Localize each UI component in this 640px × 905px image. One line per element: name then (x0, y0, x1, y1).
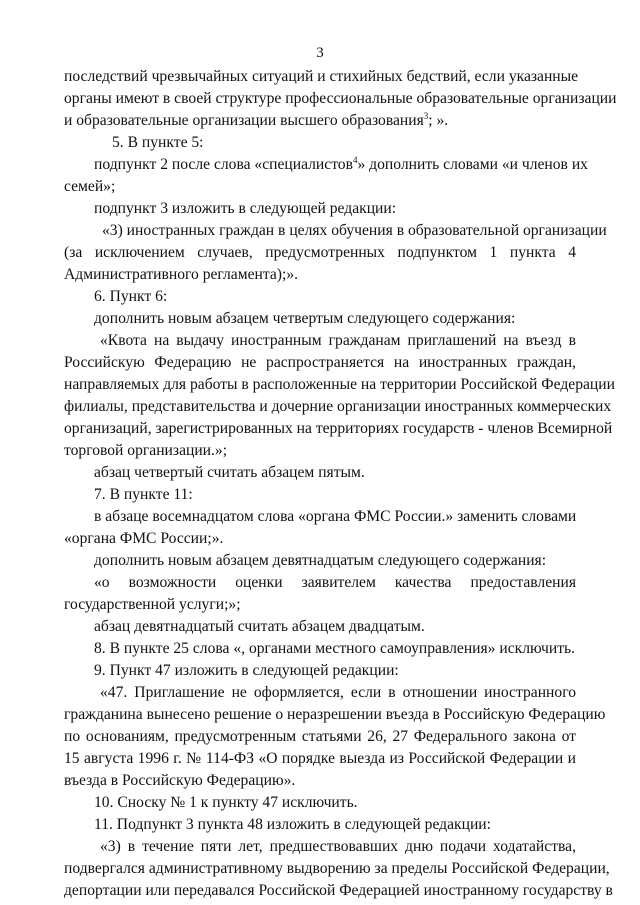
line-text: организаций, зарегистрированных на территориях государств - членов Всемирной (64, 420, 613, 437)
text-line (94, 814, 491, 836)
text-line (94, 572, 576, 594)
line-text: (за исключением случаев, предусмотренных подпунктом 1 пункта 4 (64, 244, 576, 261)
text-line (64, 594, 241, 616)
text-line (64, 726, 576, 748)
line-text: «3) иностранных граждан в целях обучения в образовательной организации (102, 222, 607, 239)
line-text: 15 августа 1996 г. № 114-ФЗ «О порядке выезда из Российской Федерации и (64, 750, 576, 767)
line-text: «Квота на выдачу иностранным гражданам приглашений на въезд в (100, 332, 576, 349)
line-text: гражданина вынесено решение о неразрешении въезда в Российскую Федерацию (64, 706, 606, 723)
footnote-marker: 3 (423, 110, 429, 121)
line-text: Административного регламента);». (64, 266, 299, 283)
text-line (64, 770, 295, 792)
text-line (64, 110, 448, 132)
text-line (94, 462, 365, 484)
text-line (64, 748, 576, 770)
text-line (94, 484, 193, 506)
line-text: органы имеют в своей структуре профессиональные образовательные организации (64, 90, 617, 107)
text-line (64, 858, 610, 880)
line-text: Российскую Федерацию не распространяется на иностранных граждан, (64, 354, 576, 371)
line-text: государственной услуги;»; (64, 596, 241, 613)
text-line (94, 616, 425, 638)
line-text: семей»; (64, 178, 116, 195)
line-text: 10. Сноску № 1 к пункту 47 исключить. (94, 794, 358, 811)
text-line (94, 660, 399, 682)
text-line (64, 66, 579, 88)
line-text: 8. В пункте 25 слова «, органами местного самоуправления» исключить. (94, 640, 576, 657)
line-text: «47. Приглашение не оформляется, если в отношении иностранного (100, 684, 576, 701)
text-line (94, 308, 515, 330)
line-text: и образовательные организации высшего образования (64, 112, 424, 129)
text-line (94, 154, 588, 176)
line-text: направляемых для работы в расположенные на территории Российской Федерации (64, 376, 615, 393)
text-line (94, 550, 546, 572)
text-line (64, 242, 576, 264)
text-line (100, 682, 576, 704)
line-text: 5. В пункте 5: (112, 134, 204, 151)
line-text: абзац четвертый считать абзацем пятым. (94, 464, 365, 481)
line-text: по основаниям, предусмотренным статьями 26, 27 Федерального закона от (64, 728, 576, 745)
line-text: торговой организации.»; (64, 442, 228, 459)
line-text: 9. Пункт 47 изложить в следующей редакции: (94, 662, 399, 679)
line-text: подвергался административному выдворению за пределы Российской Федерации, (64, 860, 610, 877)
text-line (102, 220, 607, 242)
text-line (64, 176, 115, 198)
line-text: 6. Пункт 6: (94, 288, 168, 305)
text-line (64, 528, 223, 550)
text-line (64, 352, 576, 374)
page-number: 3 (316, 45, 324, 61)
line-text-continued: ; ». (428, 112, 449, 129)
line-text-continued: » дополнить словами «и членов их (357, 156, 588, 173)
text-line (100, 836, 576, 858)
line-text: въезда в Российскую Федерацию». (64, 772, 296, 789)
text-line (94, 286, 167, 308)
line-text: дополнить новым абзацем девятнадцатым следующего содержания: (94, 552, 547, 569)
line-text: «о возможности оценки заявителем качества предоставления (94, 574, 576, 591)
text-line (64, 396, 612, 418)
line-text: в абзаце восемнадцатом слова «органа ФМС России.» заменить словами (94, 508, 577, 525)
line-text: 11. Подпункт 3 пункта 48 изложить в следующей редакции: (94, 816, 491, 833)
text-line (94, 506, 576, 528)
text-line (64, 880, 613, 902)
line-text: филиалы, представительства и дочерние организации иностранных коммерческих (64, 398, 612, 415)
line-text: «3) в течение пяти лет, предшествовавших дню подачи ходатайства, (100, 838, 576, 855)
line-text: депортации или передавался Российской Федерацией иностранному государству в (64, 882, 613, 899)
text-line (64, 374, 615, 396)
line-text: подпункт 2 после слова «специалистов (94, 156, 353, 173)
line-text: 7. В пункте 11: (94, 486, 193, 503)
text-line (64, 88, 617, 110)
footnote-marker: 4 (352, 154, 358, 165)
text-line (64, 704, 606, 726)
text-line (94, 638, 575, 660)
text-line (64, 264, 298, 286)
text-line (100, 330, 576, 352)
line-text: абзац девятнадцатый считать абзацем двадцатым. (94, 618, 425, 635)
line-text: «органа ФМС России;». (64, 530, 224, 547)
text-line (64, 440, 227, 462)
text-line (94, 792, 358, 814)
text-line (64, 418, 613, 440)
line-text: дополнить новым абзацем четвертым следующего содержания: (94, 310, 516, 327)
text-line (94, 198, 396, 220)
text-line (112, 132, 204, 154)
line-text: подпункт 3 изложить в следующей редакции: (94, 200, 397, 217)
line-text: последствий чрезвычайных ситуаций и стихийных бедствий, если указанные (64, 68, 579, 85)
